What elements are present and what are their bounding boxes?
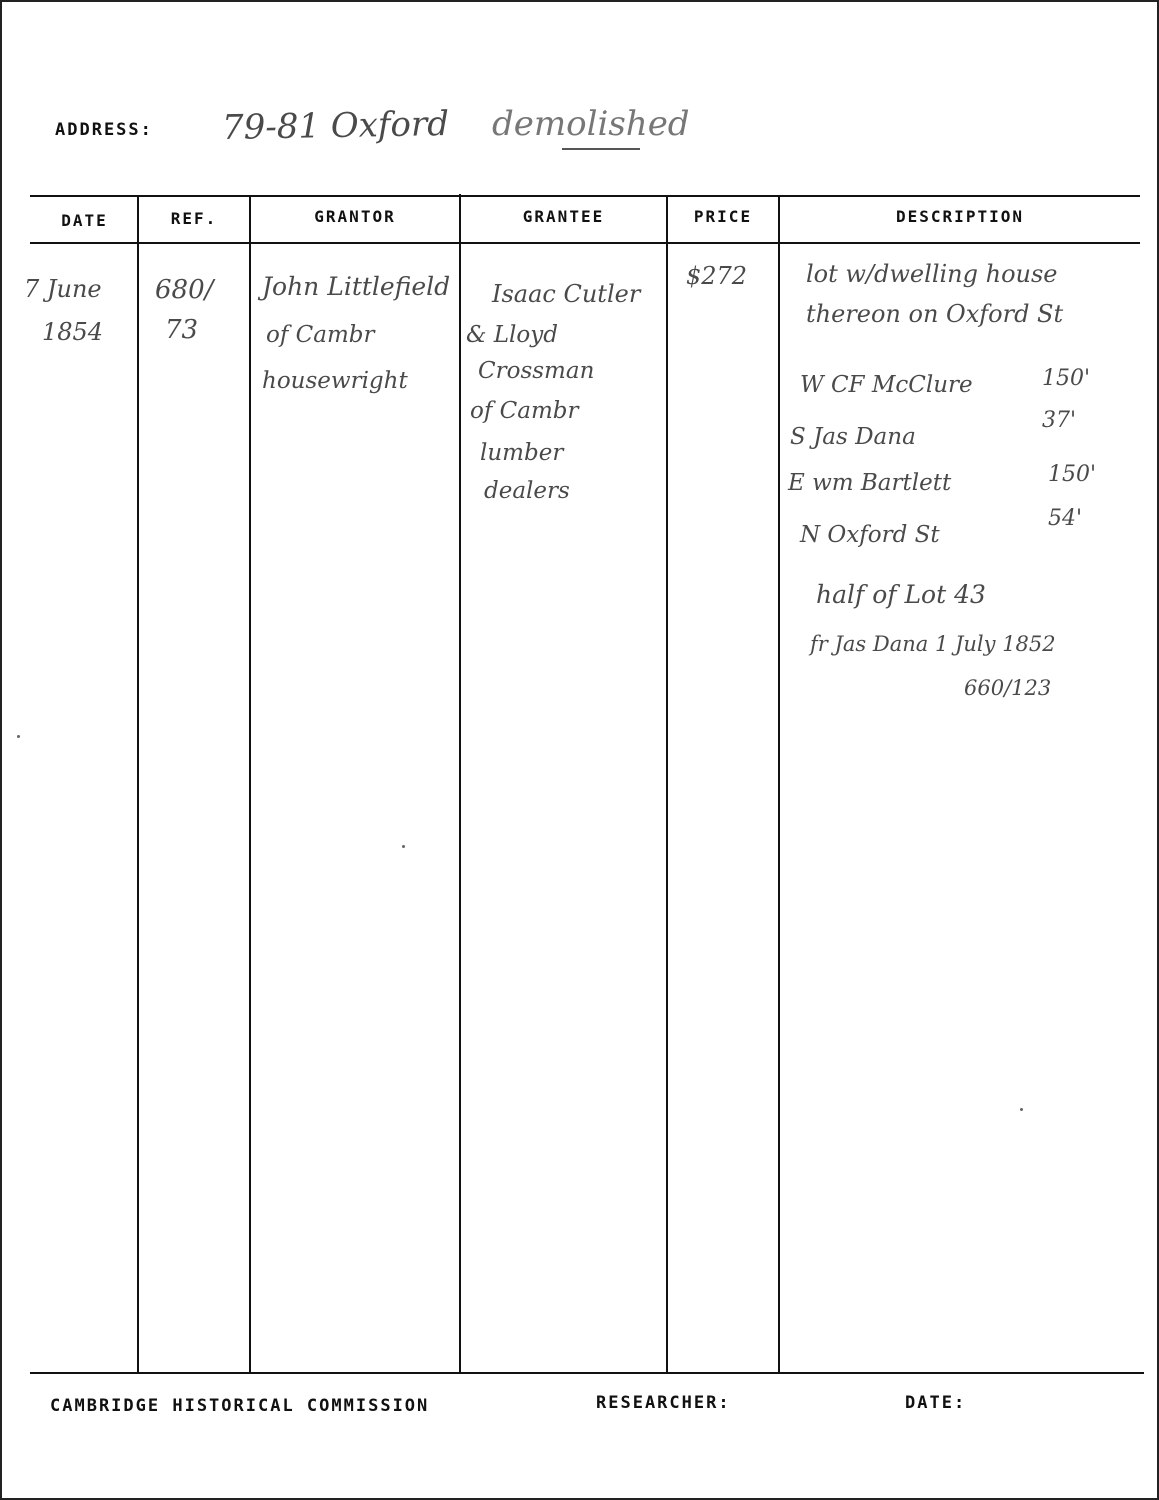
table-header-rule: [30, 242, 1140, 244]
price-value: $272: [686, 262, 748, 290]
footer-researcher-label: RESEARCHER:: [596, 1393, 731, 1413]
bound-west-text: W CF McClure: [800, 372, 973, 398]
bound-south-text: S Jas Dana: [790, 424, 916, 450]
address-note: demolished: [492, 104, 690, 144]
grantee-line-2: & Lloyd: [466, 322, 558, 348]
column-header-grantee: GRANTEE: [522, 207, 605, 226]
grantee-line-3: Crossman: [478, 358, 595, 384]
scan-speck: [17, 735, 20, 738]
column-divider-2: [249, 196, 251, 1373]
description-from-ref: 660/123: [964, 676, 1052, 700]
description-line-2: thereon on Oxford St: [806, 300, 1064, 328]
bound-west-measure: 150': [1042, 366, 1091, 391]
scan-edge-top: [0, 0, 1159, 6]
grantee-line-5: lumber: [480, 440, 564, 466]
address-note-underline: [562, 148, 640, 150]
scan-edge-right: [1155, 0, 1159, 1500]
ref-book: 680/: [155, 275, 214, 305]
scan-speck: [402, 845, 405, 848]
description-from: fr Jas Dana 1 July 1852: [810, 632, 1056, 656]
column-header-ref: REF.: [170, 209, 218, 228]
description-line-1: lot w/dwelling house: [806, 260, 1058, 288]
column-divider-5: [778, 196, 780, 1373]
date-year: 1854: [42, 318, 104, 346]
bound-east-measure: 150': [1048, 462, 1097, 487]
grantee-line-6: dealers: [484, 478, 570, 504]
description-lot: half of Lot 43: [816, 580, 986, 609]
column-divider-3: [459, 194, 461, 1373]
column-header-description: DESCRIPTION: [896, 207, 1024, 226]
ref-page: 73: [165, 315, 199, 345]
address-value: 79-81 Oxford: [221, 104, 450, 148]
column-header-date: DATE: [61, 211, 108, 230]
grantee-line-1: Isaac Cutler: [492, 280, 641, 308]
scan-edge-bottom: [0, 1494, 1159, 1500]
bound-south-measure: 37': [1042, 408, 1077, 433]
bound-north-measure: 54': [1048, 506, 1083, 531]
column-divider-1: [137, 196, 139, 1373]
table-bottom-rule: [30, 1372, 1144, 1374]
footer-organization: CAMBRIDGE HISTORICAL COMMISSION: [50, 1396, 430, 1416]
bound-north-text: N Oxford St: [800, 522, 940, 548]
bound-east-text: E wm Bartlett: [788, 470, 952, 496]
column-header-grantor: GRANTOR: [314, 207, 396, 226]
column-header-price: PRICE: [693, 207, 753, 226]
table-top-rule: [30, 195, 1140, 197]
grantee-line-4: of Cambr: [470, 398, 579, 424]
grantor-line-3: housewright: [262, 368, 408, 394]
date-day-month: 7 June: [24, 275, 102, 303]
address-label: ADDRESS:: [55, 120, 153, 140]
footer-date-label: DATE:: [905, 1393, 967, 1413]
scan-speck: [1020, 1108, 1023, 1111]
grantor-line-2: of Cambr: [266, 322, 375, 348]
scan-edge-left: [0, 0, 4, 1500]
grantor-line-1: John Littlefield: [262, 272, 451, 301]
column-divider-4: [666, 196, 668, 1373]
